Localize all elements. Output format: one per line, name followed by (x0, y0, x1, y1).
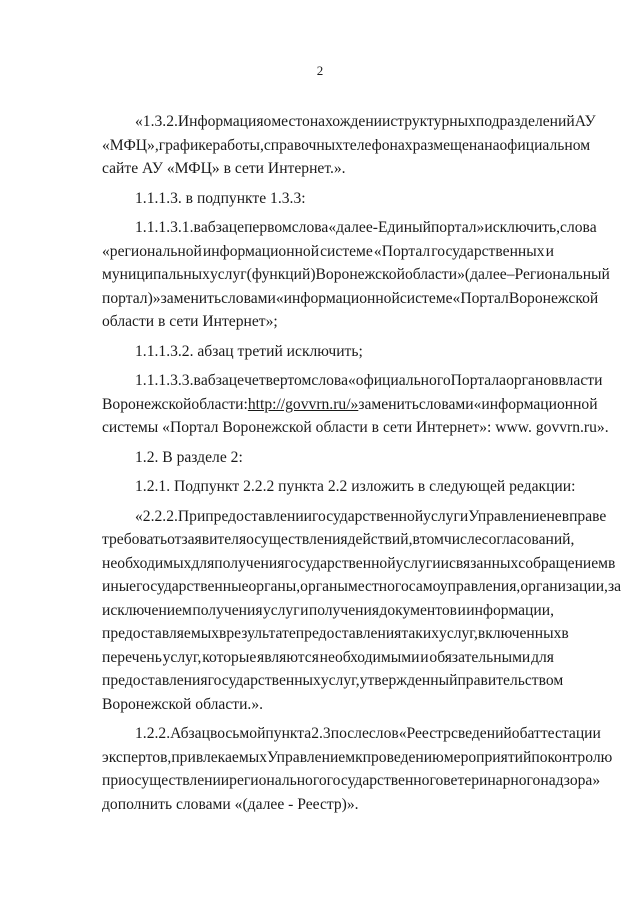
paragraph-2-2-2 (102, 505, 622, 717)
paragraph-1-2-2 (102, 722, 613, 816)
text-line: 1.2.1. Подпункт 2.2.2 пункта 2.2 изложить в следующей редакции: (135, 478, 576, 495)
text-line: 1.2.2. Абзац восьмой пункта 2.3 после слов «Реестр сведений об аттестации (135, 725, 601, 742)
text-line: Воронежской области.». (102, 695, 264, 713)
paragraph-1-2-1 (102, 475, 576, 499)
text-line: предоставления государственных услуг, утвержденный правительством (102, 672, 564, 689)
paragraph-1-1-1-3-2 (102, 340, 554, 364)
text-line: «МФЦ», графике работы, справочных телефонах размещена на официальном (102, 136, 591, 154)
text-line: исключением получения услуг и получения документов и информации, (102, 601, 554, 619)
text-line: требовать от заявителя осуществления действий, в том числе согласований, (102, 531, 575, 548)
paragraph-1-1-1-3 (102, 187, 554, 211)
text-line: 1.2. В разделе 2: (135, 448, 243, 466)
text-line: 1.1.1.3.3. в абзаце четвертом слова «официального Портала органов власти (135, 372, 603, 389)
text-line: при осуществлении регионального государственного ветеринарного надзора» (102, 772, 601, 789)
text-line: иные государственные органы, органы местного самоуправления, организации, за (102, 578, 622, 595)
text-line: предоставляемых в результате предоставления таких услуг, включенных в (102, 625, 569, 642)
paragraph-1-3-2 (102, 110, 596, 181)
paragraph-1-2 (102, 446, 554, 470)
text-line: «2.2.2. При предоставлении государственной услуги Управление не вправе (135, 507, 607, 525)
text-line: «региональной информационной системе «Портал государственных и (102, 242, 554, 260)
page-number: 2 (316, 63, 324, 78)
text-line: 1.1.1.3.1. в абзаце первом слова «далее - Единый портал» исключить, слова (135, 219, 597, 236)
text-line: системы «Портал Воронежской области в сети Интернет»: www. govvrn.ru». (102, 419, 609, 436)
document-body (102, 110, 622, 816)
text-line: портал)» заменить словами «информационной системе «Портал Воронежской (102, 289, 599, 307)
paragraph-1-1-1-3-1 (102, 216, 610, 334)
text-line: дополнить словами «(далее - Реестр)». (102, 795, 359, 813)
text-line-with-link: Воронежской области: http://govvrn.ru/» заменить словами «информационной (102, 395, 598, 413)
text-line: необходимых для получения государственной услуги и связанных с обращением в (102, 554, 616, 572)
text-line: сайте АУ «МФЦ» в сети Интернет.». (102, 160, 346, 177)
text-line: «1.3.2. Информация о местонахождении структурных подразделений АУ (135, 113, 596, 130)
text-line: 1.1.1.3.2. абзац третий исключить; (135, 342, 363, 360)
text-line: 1.1.1.3. в подпункте 1.3.3: (135, 189, 306, 207)
paragraph-1-1-1-3-3 (102, 369, 609, 440)
text-line: перечень услуг, которые являются необходимыми и обязательными для (102, 648, 554, 666)
text-line: области в сети Интернет»; (102, 313, 278, 330)
text-line: экспертов, привлекаемых Управлением к проведению мероприятий по контролю (102, 748, 613, 766)
text-line: муниципальных услуг (функций) Воронежской области» (далее – Региональный (102, 266, 610, 283)
